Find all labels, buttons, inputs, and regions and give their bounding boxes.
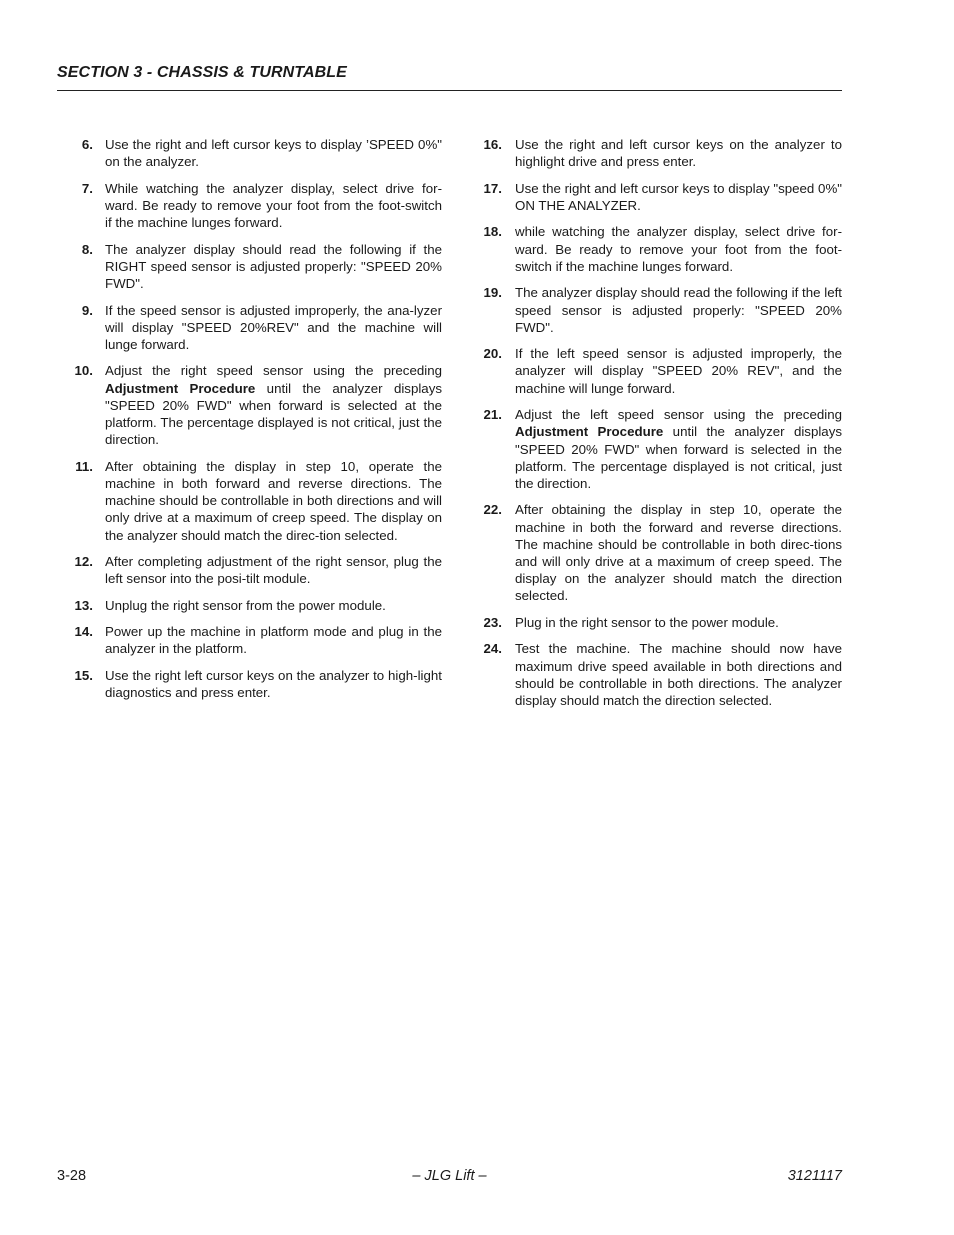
- step-text-part: Test the machine. The machine should now have maximum drive speed available in both directions and should be controllable in both directions. The analyzer display should match the direction selected.: [515, 641, 842, 709]
- step-number: 23.: [483, 614, 502, 630]
- procedure-reference: Adjustment Procedure: [515, 424, 664, 440]
- step-text: [502, 180, 842, 214]
- step-number: 6.: [81, 137, 93, 152]
- step-number: 13.: [74, 597, 93, 613]
- step-text-part: Plug in the right sensor to the power module.: [515, 614, 779, 630]
- step-text: [93, 553, 442, 587]
- section-header: [57, 64, 842, 91]
- procedure-reference: Adjustment Procedure: [105, 380, 256, 396]
- step-text: [93, 597, 442, 614]
- step-number: 21.: [483, 407, 502, 423]
- step-number: 19.: [483, 285, 502, 301]
- step-text: [502, 640, 842, 709]
- step-text: [93, 458, 442, 544]
- document-number: 3121117: [787, 1168, 842, 1184]
- step-number: 12.: [74, 554, 93, 570]
- step-text-part: After completing adjustment of the right sensor, plug the left sensor into the posi-tilt module.: [105, 554, 442, 587]
- step-text: [502, 345, 842, 397]
- step-text: [502, 223, 842, 275]
- list-item: [476, 284, 842, 336]
- step-number: 15.: [74, 667, 93, 683]
- step-number: 10.: [74, 363, 93, 379]
- step-text-part: If the left speed sensor is adjusted improperly, the analyzer will display "SPEED 20% REV", and the machine will lunge forward.: [515, 346, 842, 396]
- step-text-part: The analyzer display should read the following if the left speed sensor is adjusted properly: "SPEED 20% FWD".: [515, 285, 842, 335]
- left-column: [67, 136, 442, 711]
- step-text-part: while watching the analyzer display, select drive for-ward. Be ready to remove your foot from the foot-switch if the machine lunges forward.: [515, 224, 842, 274]
- footer-publisher: – JLG Lift –: [412, 1168, 487, 1184]
- step-text: [93, 241, 442, 293]
- step-number: 20.: [483, 346, 502, 362]
- list-item: [476, 180, 842, 214]
- step-text-part: The analyzer display should read the following if the RIGHT speed sensor is adjusted properly: "SPEED 20% FWD".: [105, 241, 442, 292]
- section-title: SECTION 3 - CHASSIS & TURNTABLE: [57, 64, 347, 81]
- step-text: [93, 623, 442, 657]
- list-item: [67, 553, 442, 587]
- step-text-part: Unplug the right sensor from the power module.: [105, 597, 386, 613]
- step-number: 17.: [483, 180, 502, 196]
- step-text-part: After obtaining the display in step 10, operate the machine in both forward and reverse directions. The machine should be controllable in both directions and will only drive at a maximum of creep speed. The display on the analyzer should match the direc-tion selected.: [105, 458, 442, 543]
- step-number: 18.: [483, 224, 502, 240]
- step-text: [502, 136, 842, 170]
- list-item: [67, 136, 442, 170]
- list-item: [67, 180, 442, 232]
- list-item: [67, 362, 442, 448]
- step-number: 22.: [483, 502, 502, 518]
- list-item: [67, 302, 442, 354]
- list-item: [476, 345, 842, 397]
- page-number: 3-28: [57, 1168, 87, 1184]
- step-number: 16.: [483, 137, 502, 152]
- list-item: [476, 136, 842, 170]
- step-text-part: Use the right and left cursor keys to display ’SPEED 0%" on the analyzer.: [105, 137, 442, 170]
- step-text-part: Adjust the right speed sensor using the preceding: [105, 363, 442, 379]
- step-text-part: Power up the machine in platform mode and plug in the analyzer in the platform.: [105, 624, 442, 657]
- step-text-part: Use the right and left cursor keys on the analyzer to highlight drive and press enter.: [515, 137, 842, 170]
- step-text: [93, 362, 442, 448]
- step-number: 7.: [81, 180, 93, 196]
- step-text-part: until the analyzer displays "SPEED 20% FWD" when forward is selected in the platform. The percentage displayed is not critical, just the direction.: [515, 424, 842, 491]
- step-text-part: Use the right left cursor keys on the analyzer to high-light diagnostics and press enter.: [105, 667, 442, 701]
- right-column: [476, 136, 842, 719]
- step-text-part: Use the right and left cursor keys to display "speed 0%" ON THE ANALYZER.: [515, 180, 842, 213]
- list-item: [67, 241, 442, 293]
- step-text: [93, 667, 442, 701]
- list-item: [67, 623, 442, 657]
- list-item: [67, 458, 442, 544]
- list-item: [476, 640, 842, 709]
- step-number: 8.: [81, 241, 93, 257]
- list-item: [67, 667, 442, 701]
- list-item: [476, 406, 842, 492]
- list-item: [476, 614, 842, 631]
- step-number: 24.: [483, 641, 502, 657]
- step-text-part: After obtaining the display in step 10, operate the machine in both the forward and reverse directions. The machine should be controllable in both direc-tions and will only drive at a maximum of creep speed. The display on the analyzer should match the direction selected.: [515, 502, 842, 604]
- list-item: [476, 501, 842, 604]
- step-text-part: Adjust the left speed sensor using the preceding: [515, 407, 842, 423]
- list-item: [67, 597, 442, 614]
- step-text: [502, 284, 842, 336]
- step-text-part: until the analyzer displays "SPEED 20% FWD" when forward is selected at the platform. The percentage displayed is not critical, just the direction.: [105, 380, 442, 448]
- step-text: [93, 136, 442, 170]
- step-text: [93, 180, 442, 232]
- list-item: [476, 223, 842, 275]
- step-number: 14.: [74, 624, 93, 640]
- step-text-part: While watching the analyzer display, select drive for-ward. Be ready to remove your foot from the foot-switch if the machine lunges forward.: [105, 180, 442, 231]
- step-text: [93, 302, 442, 354]
- step-text: [502, 406, 842, 492]
- step-text: [502, 501, 842, 604]
- step-text-part: If the speed sensor is adjusted improperly, the ana-lyzer will display "SPEED 20%REV" and the machine will lunge forward.: [105, 302, 442, 352]
- step-text: [502, 614, 842, 631]
- step-number: 11.: [75, 458, 93, 474]
- step-number: 9.: [81, 302, 93, 318]
